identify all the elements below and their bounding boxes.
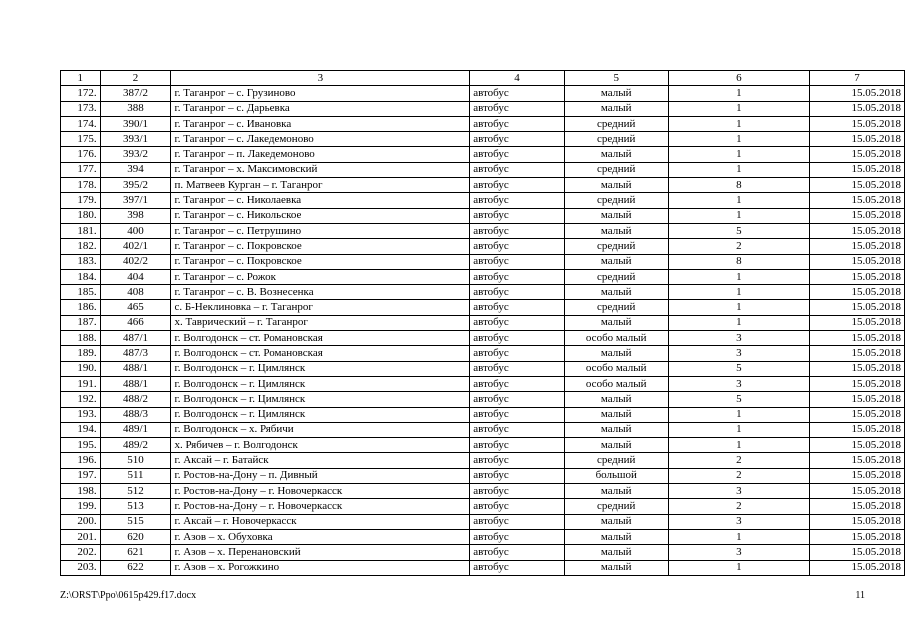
route-number-cell: 487/3 (100, 346, 171, 361)
row-number-cell: 181. (61, 223, 101, 238)
date-cell: 15.05.2018 (810, 193, 905, 208)
row-number-cell: 196. (61, 453, 101, 468)
date-cell: 15.05.2018 (810, 499, 905, 514)
date-cell: 15.05.2018 (810, 269, 905, 284)
vehicle-count-cell: 1 (668, 438, 809, 453)
vehicle-type-cell: автобус (470, 361, 564, 376)
vehicle-count-cell: 2 (668, 239, 809, 254)
table-row (61, 254, 905, 269)
date-cell: 15.05.2018 (810, 162, 905, 177)
vehicle-count-cell: 1 (668, 193, 809, 208)
vehicle-class-cell: малый (564, 208, 668, 223)
vehicle-type-cell: автобус (470, 346, 564, 361)
date-cell: 15.05.2018 (810, 331, 905, 346)
table-row (61, 529, 905, 544)
route-name-cell: г. Азов – х. Рогожкино (171, 560, 470, 575)
route-name-cell: г. Ростов-на-Дону – п. Дивный (171, 468, 470, 483)
route-name-cell: г. Таганрог – п. Лакедемоново (171, 147, 470, 162)
route-name-cell: г. Таганрог – с. В. Вознесенка (171, 285, 470, 300)
row-number-cell: 184. (61, 269, 101, 284)
route-number-cell: 515 (100, 514, 171, 529)
route-name-cell: г. Таганрог – с. Ивановка (171, 116, 470, 131)
vehicle-class-cell: малый (564, 529, 668, 544)
route-name-cell: г. Аксай – г. Батайск (171, 453, 470, 468)
vehicle-class-cell: средний (564, 499, 668, 514)
table-row (61, 484, 905, 499)
vehicle-count-cell: 1 (668, 269, 809, 284)
row-number-cell: 201. (61, 529, 101, 544)
route-name-cell: г. Таганрог – х. Максимовский (171, 162, 470, 177)
vehicle-type-cell: автобус (470, 499, 564, 514)
vehicle-type-cell: автобус (470, 468, 564, 483)
route-name-cell: г. Аксай – г. Новочеркасск (171, 514, 470, 529)
vehicle-class-cell: средний (564, 239, 668, 254)
vehicle-type-cell: автобус (470, 422, 564, 437)
route-name-cell: х. Таврический – г. Таганрог (171, 315, 470, 330)
vehicle-type-cell: автобус (470, 285, 564, 300)
vehicle-count-cell: 1 (668, 422, 809, 437)
table-row (61, 545, 905, 560)
route-number-cell: 402/1 (100, 239, 171, 254)
vehicle-count-cell: 3 (668, 346, 809, 361)
table-row (61, 300, 905, 315)
table-row (61, 514, 905, 529)
vehicle-type-cell: автобус (470, 147, 564, 162)
file-path: Z:\ORST\Ppo\0615p429.f17.docx (60, 590, 197, 601)
column-header-6: 6 (668, 71, 809, 86)
table-row (61, 116, 905, 131)
vehicle-class-cell: средний (564, 269, 668, 284)
row-number-cell: 199. (61, 499, 101, 514)
vehicle-class-cell: малый (564, 422, 668, 437)
route-name-cell: г. Таганрог – с. Рожок (171, 269, 470, 284)
vehicle-class-cell: малый (564, 392, 668, 407)
table-row (61, 407, 905, 422)
route-number-cell: 511 (100, 468, 171, 483)
vehicle-type-cell: автобус (470, 101, 564, 116)
row-number-cell: 190. (61, 361, 101, 376)
vehicle-count-cell: 5 (668, 392, 809, 407)
row-number-cell: 195. (61, 438, 101, 453)
vehicle-count-cell: 3 (668, 514, 809, 529)
vehicle-count-cell: 1 (668, 147, 809, 162)
table-row (61, 422, 905, 437)
row-number-cell: 193. (61, 407, 101, 422)
vehicle-class-cell: малый (564, 101, 668, 116)
row-number-cell: 179. (61, 193, 101, 208)
vehicle-type-cell: автобус (470, 484, 564, 499)
vehicle-count-cell: 1 (668, 208, 809, 223)
route-name-cell: г. Таганрог – с. Петрушино (171, 223, 470, 238)
vehicle-type-cell: автобус (470, 239, 564, 254)
vehicle-class-cell: средний (564, 193, 668, 208)
date-cell: 15.05.2018 (810, 545, 905, 560)
table-row (61, 193, 905, 208)
column-header-2: 2 (100, 71, 171, 86)
route-number-cell: 488/3 (100, 407, 171, 422)
date-cell: 15.05.2018 (810, 86, 905, 101)
row-number-cell: 176. (61, 147, 101, 162)
vehicle-class-cell: средний (564, 132, 668, 147)
route-number-cell: 620 (100, 529, 171, 544)
route-name-cell: г. Ростов-на-Дону – г. Новочеркасск (171, 484, 470, 499)
route-number-cell: 488/1 (100, 361, 171, 376)
vehicle-class-cell: средний (564, 453, 668, 468)
vehicle-type-cell: автобус (470, 300, 564, 315)
table-row (61, 331, 905, 346)
vehicle-count-cell: 3 (668, 484, 809, 499)
vehicle-type-cell: автобус (470, 529, 564, 544)
date-cell: 15.05.2018 (810, 116, 905, 131)
route-name-cell: г. Волгодонск – г. Цимлянск (171, 407, 470, 422)
row-number-cell: 200. (61, 514, 101, 529)
vehicle-class-cell: особо малый (564, 376, 668, 391)
row-number-cell: 175. (61, 132, 101, 147)
date-cell: 15.05.2018 (810, 239, 905, 254)
document-page (60, 70, 905, 576)
vehicle-type-cell: автобус (470, 331, 564, 346)
column-header-4: 4 (470, 71, 564, 86)
route-name-cell: п. Матвеев Курган – г. Таганрог (171, 178, 470, 193)
row-number-cell: 186. (61, 300, 101, 315)
table-row (61, 208, 905, 223)
vehicle-type-cell: автобус (470, 208, 564, 223)
vehicle-type-cell: автобус (470, 116, 564, 131)
route-name-cell: г. Волгодонск – г. Цимлянск (171, 376, 470, 391)
date-cell: 15.05.2018 (810, 254, 905, 269)
vehicle-count-cell: 1 (668, 529, 809, 544)
row-number-cell: 189. (61, 346, 101, 361)
table-row (61, 101, 905, 116)
vehicle-class-cell: особо малый (564, 331, 668, 346)
route-number-cell: 388 (100, 101, 171, 116)
date-cell: 15.05.2018 (810, 468, 905, 483)
route-number-cell: 393/2 (100, 147, 171, 162)
vehicle-class-cell: малый (564, 407, 668, 422)
table-row (61, 178, 905, 193)
vehicle-type-cell: автобус (470, 376, 564, 391)
vehicle-class-cell: средний (564, 300, 668, 315)
date-cell: 15.05.2018 (810, 376, 905, 391)
route-number-cell: 465 (100, 300, 171, 315)
vehicle-class-cell: малый (564, 285, 668, 300)
route-number-cell: 510 (100, 453, 171, 468)
vehicle-type-cell: автобус (470, 223, 564, 238)
column-header-5: 5 (564, 71, 668, 86)
vehicle-class-cell: малый (564, 254, 668, 269)
table-row (61, 285, 905, 300)
table-row (61, 147, 905, 162)
vehicle-class-cell: особо малый (564, 361, 668, 376)
vehicle-count-cell: 1 (668, 162, 809, 177)
vehicle-type-cell: автобус (470, 407, 564, 422)
date-cell: 15.05.2018 (810, 300, 905, 315)
vehicle-class-cell: малый (564, 178, 668, 193)
route-name-cell: г. Ростов-на-Дону – г. Новочеркасск (171, 499, 470, 514)
row-number-cell: 185. (61, 285, 101, 300)
vehicle-type-cell: автобус (470, 315, 564, 330)
route-name-cell: г. Волгодонск – г. Цимлянск (171, 361, 470, 376)
vehicle-count-cell: 8 (668, 178, 809, 193)
vehicle-count-cell: 3 (668, 545, 809, 560)
row-number-cell: 188. (61, 331, 101, 346)
date-cell: 15.05.2018 (810, 285, 905, 300)
row-number-cell: 172. (61, 86, 101, 101)
vehicle-type-cell: автобус (470, 514, 564, 529)
route-name-cell: г. Таганрог – с. Лакедемоново (171, 132, 470, 147)
table-row (61, 392, 905, 407)
table-row (61, 315, 905, 330)
date-cell: 15.05.2018 (810, 132, 905, 147)
route-name-cell: г. Таганрог – с. Никольское (171, 208, 470, 223)
vehicle-type-cell: автобус (470, 453, 564, 468)
table-row (61, 438, 905, 453)
vehicle-count-cell: 3 (668, 331, 809, 346)
vehicle-class-cell: большой (564, 468, 668, 483)
table-row (61, 361, 905, 376)
vehicle-class-cell: средний (564, 162, 668, 177)
row-number-cell: 182. (61, 239, 101, 254)
date-cell: 15.05.2018 (810, 453, 905, 468)
date-cell: 15.05.2018 (810, 101, 905, 116)
vehicle-count-cell: 8 (668, 254, 809, 269)
date-cell: 15.05.2018 (810, 392, 905, 407)
vehicle-class-cell: малый (564, 315, 668, 330)
route-number-cell: 512 (100, 484, 171, 499)
route-number-cell: 466 (100, 315, 171, 330)
route-number-cell: 402/2 (100, 254, 171, 269)
vehicle-count-cell: 1 (668, 86, 809, 101)
route-number-cell: 397/1 (100, 193, 171, 208)
route-name-cell: г. Таганрог – с. Дарьевка (171, 101, 470, 116)
route-name-cell: г. Волгодонск – ст. Романовская (171, 331, 470, 346)
route-name-cell: г. Таганрог – с. Николаевка (171, 193, 470, 208)
routes-table (60, 70, 905, 576)
row-number-cell: 183. (61, 254, 101, 269)
table-row (61, 86, 905, 101)
route-name-cell: г. Таганрог – с. Покровское (171, 254, 470, 269)
route-name-cell: г. Таганрог – с. Покровское (171, 239, 470, 254)
vehicle-class-cell: малый (564, 223, 668, 238)
vehicle-type-cell: автобус (470, 162, 564, 177)
route-number-cell: 400 (100, 223, 171, 238)
route-number-cell: 621 (100, 545, 171, 560)
page-number: 11 (855, 590, 865, 601)
vehicle-class-cell: малый (564, 438, 668, 453)
table-row (61, 269, 905, 284)
table-body (61, 86, 905, 576)
vehicle-type-cell: автобус (470, 193, 564, 208)
route-number-cell: 513 (100, 499, 171, 514)
vehicle-class-cell: малый (564, 560, 668, 575)
vehicle-class-cell: малый (564, 147, 668, 162)
route-name-cell: г. Таганрог – с. Грузиново (171, 86, 470, 101)
date-cell: 15.05.2018 (810, 438, 905, 453)
row-number-cell: 197. (61, 468, 101, 483)
table-row (61, 499, 905, 514)
route-name-cell: с. Б-Неклиновка – г. Таганрог (171, 300, 470, 315)
route-name-cell: г. Азов – х. Перенановский (171, 545, 470, 560)
header-row (61, 71, 905, 86)
date-cell: 15.05.2018 (810, 422, 905, 437)
date-cell: 15.05.2018 (810, 346, 905, 361)
vehicle-type-cell: автобус (470, 438, 564, 453)
date-cell: 15.05.2018 (810, 529, 905, 544)
vehicle-class-cell: средний (564, 116, 668, 131)
vehicle-class-cell: малый (564, 545, 668, 560)
vehicle-count-cell: 1 (668, 315, 809, 330)
date-cell: 15.05.2018 (810, 361, 905, 376)
route-number-cell: 393/1 (100, 132, 171, 147)
vehicle-count-cell: 1 (668, 132, 809, 147)
table-row (61, 239, 905, 254)
vehicle-type-cell: автобус (470, 86, 564, 101)
table-row (61, 376, 905, 391)
route-number-cell: 487/1 (100, 331, 171, 346)
table-row (61, 132, 905, 147)
row-number-cell: 203. (61, 560, 101, 575)
route-name-cell: г. Волгодонск – ст. Романовская (171, 346, 470, 361)
route-number-cell: 408 (100, 285, 171, 300)
table-row (61, 453, 905, 468)
row-number-cell: 177. (61, 162, 101, 177)
route-number-cell: 489/1 (100, 422, 171, 437)
vehicle-count-cell: 1 (668, 116, 809, 131)
column-header-3: 3 (171, 71, 470, 86)
route-number-cell: 488/2 (100, 392, 171, 407)
route-number-cell: 404 (100, 269, 171, 284)
route-number-cell: 398 (100, 208, 171, 223)
route-number-cell: 394 (100, 162, 171, 177)
route-number-cell: 390/1 (100, 116, 171, 131)
row-number-cell: 180. (61, 208, 101, 223)
row-number-cell: 191. (61, 376, 101, 391)
route-number-cell: 489/2 (100, 438, 171, 453)
vehicle-type-cell: автобус (470, 545, 564, 560)
row-number-cell: 202. (61, 545, 101, 560)
route-name-cell: г. Азов – х. Обуховка (171, 529, 470, 544)
vehicle-class-cell: малый (564, 346, 668, 361)
vehicle-class-cell: малый (564, 514, 668, 529)
date-cell: 15.05.2018 (810, 484, 905, 499)
route-name-cell: г. Волгодонск – г. Цимлянск (171, 392, 470, 407)
vehicle-type-cell: автобус (470, 269, 564, 284)
vehicle-count-cell: 1 (668, 560, 809, 575)
vehicle-type-cell: автобус (470, 132, 564, 147)
vehicle-count-cell: 2 (668, 468, 809, 483)
vehicle-count-cell: 2 (668, 453, 809, 468)
vehicle-count-cell: 1 (668, 285, 809, 300)
vehicle-count-cell: 1 (668, 300, 809, 315)
date-cell: 15.05.2018 (810, 223, 905, 238)
table-row (61, 162, 905, 177)
table-row (61, 223, 905, 238)
date-cell: 15.05.2018 (810, 208, 905, 223)
date-cell: 15.05.2018 (810, 560, 905, 575)
route-name-cell: г. Волгодонск – х. Рябичи (171, 422, 470, 437)
table-row (61, 468, 905, 483)
row-number-cell: 194. (61, 422, 101, 437)
vehicle-class-cell: малый (564, 86, 668, 101)
vehicle-count-cell: 2 (668, 499, 809, 514)
row-number-cell: 198. (61, 484, 101, 499)
date-cell: 15.05.2018 (810, 514, 905, 529)
row-number-cell: 173. (61, 101, 101, 116)
vehicle-count-cell: 1 (668, 407, 809, 422)
column-header-1: 1 (61, 71, 101, 86)
vehicle-class-cell: малый (564, 484, 668, 499)
table-row (61, 560, 905, 575)
vehicle-count-cell: 3 (668, 376, 809, 391)
vehicle-type-cell: автобус (470, 254, 564, 269)
row-number-cell: 178. (61, 178, 101, 193)
vehicle-count-cell: 5 (668, 223, 809, 238)
route-number-cell: 488/1 (100, 376, 171, 391)
vehicle-count-cell: 5 (668, 361, 809, 376)
vehicle-type-cell: автобус (470, 178, 564, 193)
date-cell: 15.05.2018 (810, 178, 905, 193)
route-name-cell: х. Рябичев – г. Волгодонск (171, 438, 470, 453)
vehicle-type-cell: автобус (470, 392, 564, 407)
date-cell: 15.05.2018 (810, 407, 905, 422)
route-number-cell: 387/2 (100, 86, 171, 101)
row-number-cell: 192. (61, 392, 101, 407)
row-number-cell: 174. (61, 116, 101, 131)
column-header-7: 7 (810, 71, 905, 86)
route-number-cell: 622 (100, 560, 171, 575)
date-cell: 15.05.2018 (810, 315, 905, 330)
date-cell: 15.05.2018 (810, 147, 905, 162)
route-number-cell: 395/2 (100, 178, 171, 193)
row-number-cell: 187. (61, 315, 101, 330)
vehicle-type-cell: автобус (470, 560, 564, 575)
table-row (61, 346, 905, 361)
vehicle-count-cell: 1 (668, 101, 809, 116)
